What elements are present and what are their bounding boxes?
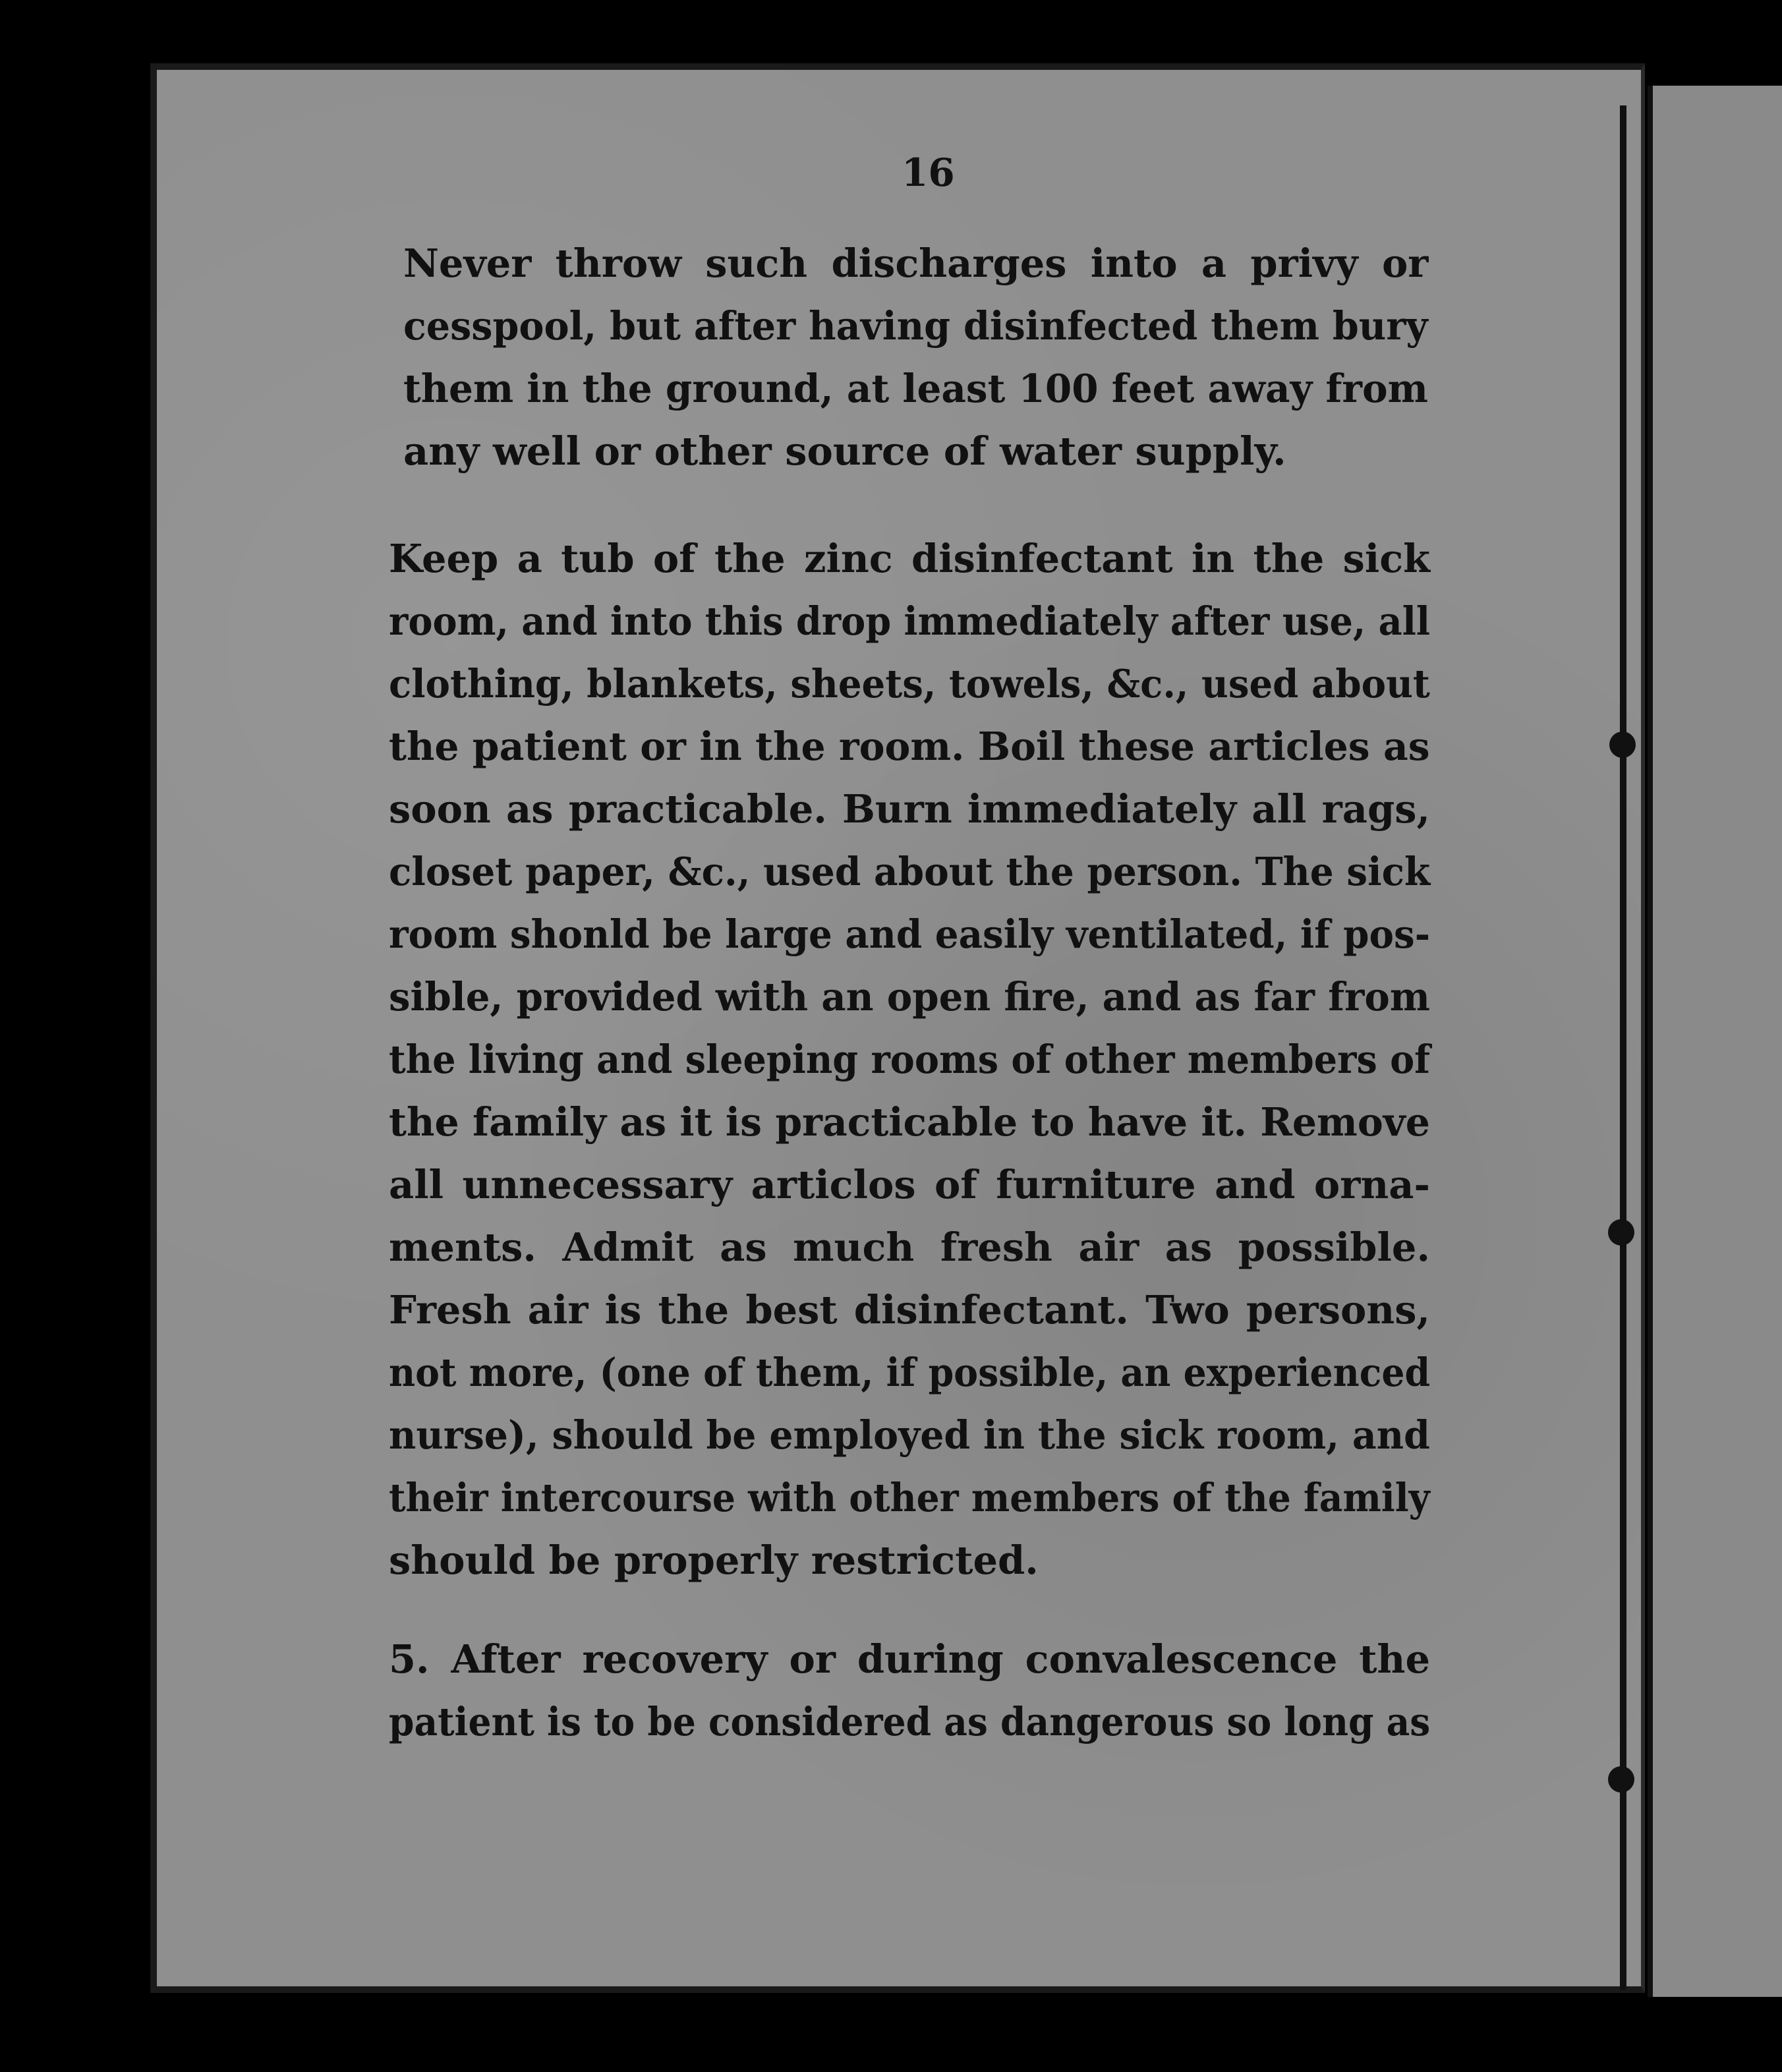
adjacent-page-edge [1648, 86, 1782, 1997]
binding-edge [1620, 105, 1626, 1990]
paragraph-sick-room [389, 527, 1430, 1592]
text-line: all unnecessary articlos of furniture and orna- [389, 1162, 1430, 1207]
text-line: 5. After recovery or during convalescence the [389, 1636, 1430, 1682]
text-line: should be properly restricted. [389, 1538, 1039, 1583]
text-line: their intercourse with other members of the family [389, 1475, 1430, 1520]
text-line: ments. Admit as much fresh air as possible. [389, 1224, 1430, 1270]
text-line: cesspool, but after having disinfected them bury [403, 303, 1428, 349]
binding-stitch [1608, 1219, 1634, 1246]
text-line: any well or other source of water supply. [403, 428, 1286, 474]
text-line: nurse), should be employed in the sick room, and [389, 1412, 1430, 1458]
paragraph-discharges [403, 232, 1428, 482]
binding-stitch [1608, 1766, 1634, 1793]
text-line: Fresh air is the best disinfectant. Two persons, [389, 1287, 1430, 1333]
text-line: not more, (one of them, if possible, an experienced [389, 1350, 1431, 1395]
text-line: closet paper, &c., used about the person. The sick [389, 849, 1431, 894]
text-line: the patient or in the room. Boil these articles as [389, 724, 1430, 769]
text-line: clothing, blankets, sheets, towels, &c., used about [389, 661, 1430, 706]
text-line: Keep a tub of the zinc disinfectant in the sick [389, 536, 1431, 581]
text-line: the family as it is practicable to have it. Remove [389, 1099, 1430, 1145]
text-line: Never throw such discharges into a privy or [403, 241, 1429, 286]
text-line: room shonld be large and easily ventilated, if pos- [389, 911, 1431, 957]
binding-stitch [1609, 732, 1636, 758]
text-line: sible, provided with an open fire, and as far from [389, 974, 1431, 1020]
text-line: room, and into this drop immediately after use, all [389, 598, 1431, 644]
text-line: soon as practicable. Burn immediately all rags, [389, 786, 1430, 832]
text-line: the living and sleeping rooms of other members of [389, 1037, 1431, 1082]
text-line: them in the ground, at least 100 feet away from [403, 366, 1429, 411]
text-line: patient is to be considered as dangerous so long as [389, 1699, 1431, 1744]
page-number: 16 [902, 150, 955, 195]
paragraph-recovery [389, 1628, 1430, 1753]
